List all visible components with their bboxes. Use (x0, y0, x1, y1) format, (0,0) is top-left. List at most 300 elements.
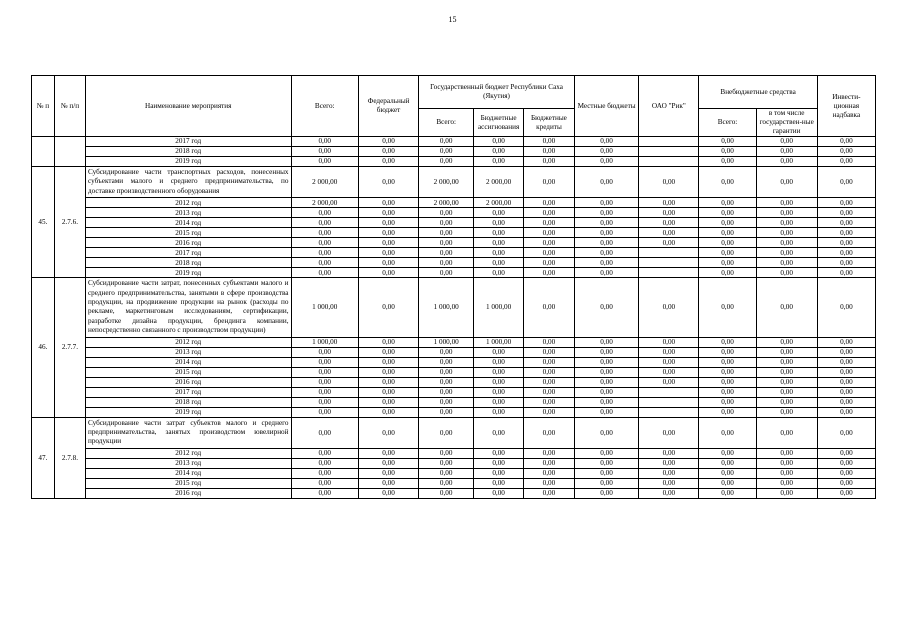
year-row (32, 448, 876, 458)
value-cell-local: 0,00 (574, 238, 638, 248)
value-cell-extra-guar: 0,00 (756, 167, 817, 198)
value-cell-local: 0,00 (574, 387, 638, 397)
value-cell-invest: 0,00 (817, 347, 875, 357)
value-cell-federal: 0,00 (358, 228, 418, 238)
value-cell-extra-total: 0,00 (699, 377, 756, 387)
value-cell-rep-credit: 0,00 (524, 407, 575, 417)
col-header-extrabudget-group: Внебюджетные средства (699, 76, 817, 109)
year-row (32, 208, 876, 218)
value-cell-extra-total: 0,00 (699, 248, 756, 258)
value-cell-oao: 0,00 (639, 458, 699, 468)
value-cell-total: 0,00 (291, 367, 358, 377)
sub-num-cell (54, 137, 85, 167)
value-cell-federal: 0,00 (358, 248, 418, 258)
value-cell-oao: 0,00 (639, 278, 699, 337)
value-cell-federal: 0,00 (358, 337, 418, 347)
value-cell-extra-guar: 0,00 (756, 248, 817, 258)
value-cell-extra-guar: 0,00 (756, 198, 817, 208)
value-cell-rep-total: 0,00 (419, 448, 474, 458)
year-row (32, 488, 876, 498)
year-label: 2018 год (85, 258, 291, 268)
value-cell-federal: 0,00 (358, 268, 418, 278)
table-body (32, 137, 876, 499)
value-cell-oao: 0,00 (639, 377, 699, 387)
value-cell-local: 0,00 (574, 397, 638, 407)
value-cell-local: 0,00 (574, 367, 638, 377)
year-label: 2018 год (85, 147, 291, 157)
value-cell-federal: 0,00 (358, 198, 418, 208)
value-cell-oao (639, 137, 699, 147)
col-header-republic-group: Государственный бюджет Республики Саха (Якутия) (419, 76, 575, 109)
value-cell-federal: 0,00 (358, 488, 418, 498)
value-cell-total: 0,00 (291, 357, 358, 367)
value-cell-extra-total: 0,00 (699, 208, 756, 218)
value-cell-rep-credit: 0,00 (524, 458, 575, 468)
value-cell-extra-guar: 0,00 (756, 478, 817, 488)
value-cell-rep-alloc: 0,00 (474, 367, 524, 377)
value-cell-extra-guar: 0,00 (756, 228, 817, 238)
value-cell-oao: 0,00 (639, 167, 699, 198)
value-cell-local: 0,00 (574, 147, 638, 157)
value-cell-rep-credit: 0,00 (524, 488, 575, 498)
value-cell-invest: 0,00 (817, 208, 875, 218)
value-cell-extra-guar: 0,00 (756, 357, 817, 367)
value-cell-oao: 0,00 (639, 448, 699, 458)
value-cell-total: 0,00 (291, 228, 358, 238)
item-number: 46. (32, 278, 55, 417)
value-cell-extra-guar: 0,00 (756, 137, 817, 147)
value-cell-rep-credit: 0,00 (524, 228, 575, 238)
value-cell-total: 1 000,00 (291, 278, 358, 337)
value-cell-rep-total: 0,00 (419, 377, 474, 387)
value-cell-local: 0,00 (574, 278, 638, 337)
value-cell-federal: 0,00 (358, 367, 418, 377)
value-cell-rep-alloc: 2 000,00 (474, 198, 524, 208)
year-label: 2015 год (85, 478, 291, 488)
value-cell-oao (639, 387, 699, 397)
value-cell-federal: 0,00 (358, 278, 418, 337)
value-cell-total: 0,00 (291, 157, 358, 167)
value-cell-invest: 0,00 (817, 248, 875, 258)
col-header-rep-credits: Бюджетные кредиты (524, 109, 575, 137)
value-cell-local: 0,00 (574, 157, 638, 167)
col-header-num: № п (32, 76, 55, 137)
item-sub-number: 2.7.6. (54, 167, 85, 278)
value-cell-federal: 0,00 (358, 258, 418, 268)
item-name: Субсидирование части транспортных расходов, понесенных субъектами малого и среднего предпринимательства, по доставке производственного оборудования (85, 167, 291, 198)
value-cell-rep-total: 2 000,00 (419, 198, 474, 208)
value-cell-extra-total: 0,00 (699, 448, 756, 458)
value-cell-rep-alloc: 0,00 (474, 157, 524, 167)
value-cell-oao: 0,00 (639, 198, 699, 208)
value-cell-oao (639, 157, 699, 167)
value-cell-rep-credit: 0,00 (524, 208, 575, 218)
year-row (32, 347, 876, 357)
value-cell-rep-alloc: 0,00 (474, 488, 524, 498)
item-number: 47. (32, 417, 55, 498)
value-cell-federal: 0,00 (358, 407, 418, 417)
value-cell-extra-total: 0,00 (699, 417, 756, 448)
value-cell-oao: 0,00 (639, 417, 699, 448)
value-cell-invest: 0,00 (817, 278, 875, 337)
value-cell-rep-alloc: 1 000,00 (474, 337, 524, 347)
year-label: 2019 год (85, 157, 291, 167)
value-cell-rep-total: 1 000,00 (419, 337, 474, 347)
value-cell-extra-total: 0,00 (699, 137, 756, 147)
value-cell-total: 0,00 (291, 147, 358, 157)
value-cell-total: 0,00 (291, 488, 358, 498)
col-header-invest: Инвести-ционная надбавка (817, 76, 875, 137)
value-cell-rep-total: 1 000,00 (419, 278, 474, 337)
year-row (32, 248, 876, 258)
value-cell-federal: 0,00 (358, 458, 418, 468)
value-cell-oao: 0,00 (639, 357, 699, 367)
value-cell-oao: 0,00 (639, 367, 699, 377)
value-cell-total: 0,00 (291, 258, 358, 268)
value-cell-federal: 0,00 (358, 147, 418, 157)
value-cell-total: 0,00 (291, 468, 358, 478)
value-cell-oao (639, 397, 699, 407)
value-cell-rep-total: 0,00 (419, 458, 474, 468)
item-sub-number: 2.7.8. (54, 417, 85, 498)
value-cell-invest: 0,00 (817, 147, 875, 157)
value-cell-extra-guar: 0,00 (756, 218, 817, 228)
value-cell-local: 0,00 (574, 268, 638, 278)
value-cell-invest: 0,00 (817, 407, 875, 417)
value-cell-rep-alloc: 0,00 (474, 228, 524, 238)
value-cell-rep-credit: 0,00 (524, 377, 575, 387)
value-cell-local: 0,00 (574, 448, 638, 458)
value-cell-extra-total: 0,00 (699, 337, 756, 347)
value-cell-rep-total: 0,00 (419, 357, 474, 367)
value-cell-rep-credit: 0,00 (524, 367, 575, 377)
value-cell-total: 0,00 (291, 347, 358, 357)
value-cell-local: 0,00 (574, 417, 638, 448)
year-row (32, 157, 876, 167)
value-cell-rep-alloc: 0,00 (474, 137, 524, 147)
value-cell-federal: 0,00 (358, 218, 418, 228)
value-cell-invest: 0,00 (817, 258, 875, 268)
item-name: Субсидирование части затрат субъектов малого и среднего предпринимательства, занятых производством ювелирной продукции (85, 417, 291, 448)
value-cell-local: 0,00 (574, 377, 638, 387)
value-cell-rep-credit: 0,00 (524, 278, 575, 337)
year-label: 2012 год (85, 448, 291, 458)
value-cell-rep-credit: 0,00 (524, 258, 575, 268)
col-header-name: Наименование мероприятия (85, 76, 291, 137)
value-cell-local: 0,00 (574, 488, 638, 498)
value-cell-rep-total: 0,00 (419, 258, 474, 268)
year-label: 2015 год (85, 228, 291, 238)
value-cell-federal: 0,00 (358, 448, 418, 458)
value-cell-rep-alloc: 0,00 (474, 248, 524, 258)
value-cell-federal: 0,00 (358, 357, 418, 367)
value-cell-oao: 0,00 (639, 337, 699, 347)
value-cell-oao (639, 268, 699, 278)
value-cell-extra-guar: 0,00 (756, 147, 817, 157)
year-row (32, 377, 876, 387)
value-cell-total: 0,00 (291, 238, 358, 248)
value-cell-extra-total: 0,00 (699, 228, 756, 238)
value-cell-total: 0,00 (291, 387, 358, 397)
col-header-extra-guarantees: в том числе государствен-ные гарантии (756, 109, 817, 137)
value-cell-invest: 0,00 (817, 448, 875, 458)
value-cell-oao: 0,00 (639, 347, 699, 357)
value-cell-oao (639, 248, 699, 258)
value-cell-oao: 0,00 (639, 218, 699, 228)
value-cell-extra-guar: 0,00 (756, 367, 817, 377)
value-cell-extra-guar: 0,00 (756, 448, 817, 458)
value-cell-total: 0,00 (291, 208, 358, 218)
value-cell-rep-alloc: 0,00 (474, 347, 524, 357)
value-cell-local: 0,00 (574, 208, 638, 218)
value-cell-local: 0,00 (574, 167, 638, 198)
year-row (32, 367, 876, 377)
value-cell-rep-credit: 0,00 (524, 238, 575, 248)
value-cell-extra-guar: 0,00 (756, 258, 817, 268)
year-row (32, 357, 876, 367)
col-header-total: Всего: (291, 76, 358, 137)
item-sub-number: 2.7.7. (54, 278, 85, 417)
value-cell-invest: 0,00 (817, 468, 875, 478)
value-cell-invest: 0,00 (817, 417, 875, 448)
value-cell-extra-guar: 0,00 (756, 337, 817, 347)
value-cell-federal: 0,00 (358, 347, 418, 357)
value-cell-invest: 0,00 (817, 397, 875, 407)
value-cell-rep-credit: 0,00 (524, 478, 575, 488)
value-cell-federal: 0,00 (358, 238, 418, 248)
value-cell-local: 0,00 (574, 468, 638, 478)
value-cell-total: 0,00 (291, 478, 358, 488)
value-cell-oao: 0,00 (639, 238, 699, 248)
value-cell-extra-guar: 0,00 (756, 278, 817, 337)
year-label: 2012 год (85, 337, 291, 347)
value-cell-extra-guar: 0,00 (756, 387, 817, 397)
value-cell-invest: 0,00 (817, 387, 875, 397)
value-cell-federal: 0,00 (358, 397, 418, 407)
value-cell-extra-total: 0,00 (699, 268, 756, 278)
value-cell-rep-credit: 0,00 (524, 468, 575, 478)
value-cell-federal: 0,00 (358, 208, 418, 218)
item-name: Субсидирование части затрат, понесенных субъектами малого и среднего предпринимательства, занятыми в сфере производства продукции, на продвижение продукции на рынок (расходы по рекламе, маркетинговым исследованиям, сертификации, разработке дизайна продукции, брендинга компании, непосредственно связанного с производством продукции) (85, 278, 291, 337)
value-cell-total: 0,00 (291, 137, 358, 147)
value-cell-local: 0,00 (574, 347, 638, 357)
value-cell-rep-credit: 0,00 (524, 137, 575, 147)
value-cell-oao: 0,00 (639, 208, 699, 218)
value-cell-rep-credit: 0,00 (524, 397, 575, 407)
value-cell-rep-alloc: 0,00 (474, 387, 524, 397)
value-cell-oao: 0,00 (639, 468, 699, 478)
value-cell-rep-total: 0,00 (419, 248, 474, 258)
value-cell-rep-total: 0,00 (419, 468, 474, 478)
year-label: 2019 год (85, 268, 291, 278)
value-cell-rep-alloc: 0,00 (474, 238, 524, 248)
value-cell-rep-credit: 0,00 (524, 248, 575, 258)
value-cell-rep-total: 0,00 (419, 238, 474, 248)
value-cell-extra-guar: 0,00 (756, 488, 817, 498)
value-cell-local: 0,00 (574, 337, 638, 347)
value-cell-local: 0,00 (574, 357, 638, 367)
year-label: 2016 год (85, 238, 291, 248)
year-row (32, 198, 876, 208)
value-cell-rep-total: 0,00 (419, 367, 474, 377)
value-cell-federal: 0,00 (358, 417, 418, 448)
value-cell-total: 0,00 (291, 458, 358, 468)
value-cell-total: 0,00 (291, 407, 358, 417)
value-cell-federal: 0,00 (358, 387, 418, 397)
value-cell-rep-credit: 0,00 (524, 147, 575, 157)
value-cell-rep-total: 0,00 (419, 347, 474, 357)
budget-table (31, 75, 876, 499)
value-cell-rep-credit: 0,00 (524, 218, 575, 228)
value-cell-rep-credit: 0,00 (524, 357, 575, 367)
value-cell-invest: 0,00 (817, 357, 875, 367)
value-cell-rep-total: 0,00 (419, 137, 474, 147)
year-row (32, 228, 876, 238)
year-row (32, 407, 876, 417)
col-header-local: Местные бюджеты (574, 76, 638, 137)
value-cell-rep-alloc: 1 000,00 (474, 278, 524, 337)
year-label: 2016 год (85, 488, 291, 498)
value-cell-extra-guar: 0,00 (756, 238, 817, 248)
value-cell-extra-total: 0,00 (699, 387, 756, 397)
value-cell-local: 0,00 (574, 198, 638, 208)
value-cell-invest: 0,00 (817, 228, 875, 238)
value-cell-rep-alloc: 0,00 (474, 407, 524, 417)
value-cell-extra-guar: 0,00 (756, 397, 817, 407)
value-cell-rep-credit: 0,00 (524, 157, 575, 167)
value-cell-total: 0,00 (291, 218, 358, 228)
item-number: 45. (32, 167, 55, 278)
value-cell-extra-guar: 0,00 (756, 377, 817, 387)
value-cell-invest: 0,00 (817, 478, 875, 488)
value-cell-federal: 0,00 (358, 137, 418, 147)
value-cell-invest: 0,00 (817, 198, 875, 208)
value-cell-invest: 0,00 (817, 238, 875, 248)
value-cell-rep-alloc: 0,00 (474, 417, 524, 448)
value-cell-extra-total: 0,00 (699, 147, 756, 157)
value-cell-rep-total: 0,00 (419, 488, 474, 498)
value-cell-extra-total: 0,00 (699, 468, 756, 478)
value-cell-rep-credit: 0,00 (524, 167, 575, 198)
value-cell-rep-alloc: 2 000,00 (474, 167, 524, 198)
col-header-extra-total: Всего: (699, 109, 756, 137)
value-cell-extra-guar: 0,00 (756, 468, 817, 478)
value-cell-total: 2 000,00 (291, 167, 358, 198)
num-cell (32, 137, 55, 167)
item-row (32, 167, 876, 198)
value-cell-federal: 0,00 (358, 157, 418, 167)
value-cell-extra-guar: 0,00 (756, 458, 817, 468)
value-cell-rep-total: 0,00 (419, 228, 474, 238)
value-cell-rep-alloc: 0,00 (474, 208, 524, 218)
col-header-sub-num: № п/п (54, 76, 85, 137)
value-cell-oao: 0,00 (639, 488, 699, 498)
value-cell-extra-total: 0,00 (699, 397, 756, 407)
value-cell-local: 0,00 (574, 218, 638, 228)
value-cell-invest: 0,00 (817, 157, 875, 167)
value-cell-rep-credit: 0,00 (524, 198, 575, 208)
value-cell-rep-total: 0,00 (419, 218, 474, 228)
item-row (32, 417, 876, 448)
value-cell-rep-credit: 0,00 (524, 417, 575, 448)
value-cell-extra-guar: 0,00 (756, 347, 817, 357)
value-cell-rep-alloc: 0,00 (474, 478, 524, 488)
value-cell-extra-guar: 0,00 (756, 157, 817, 167)
year-row (32, 478, 876, 488)
year-row (32, 147, 876, 157)
value-cell-rep-alloc: 0,00 (474, 218, 524, 228)
value-cell-total: 0,00 (291, 268, 358, 278)
value-cell-extra-total: 0,00 (699, 458, 756, 468)
value-cell-extra-total: 0,00 (699, 157, 756, 167)
col-header-rep-total: Всего: (419, 109, 474, 137)
value-cell-invest: 0,00 (817, 488, 875, 498)
value-cell-extra-guar: 0,00 (756, 208, 817, 218)
value-cell-extra-guar: 0,00 (756, 407, 817, 417)
value-cell-federal: 0,00 (358, 468, 418, 478)
col-header-federal: Федеральный бюджет (358, 76, 418, 137)
value-cell-rep-credit: 0,00 (524, 448, 575, 458)
year-label: 2017 год (85, 387, 291, 397)
year-row (32, 387, 876, 397)
value-cell-federal: 0,00 (358, 377, 418, 387)
value-cell-total: 0,00 (291, 377, 358, 387)
year-label: 2014 год (85, 357, 291, 367)
value-cell-local: 0,00 (574, 137, 638, 147)
value-cell-extra-total: 0,00 (699, 357, 756, 367)
year-row (32, 337, 876, 347)
year-row (32, 238, 876, 248)
value-cell-extra-guar: 0,00 (756, 417, 817, 448)
value-cell-extra-total: 0,00 (699, 367, 756, 377)
year-label: 2012 год (85, 198, 291, 208)
value-cell-rep-credit: 0,00 (524, 268, 575, 278)
value-cell-local: 0,00 (574, 248, 638, 258)
year-label: 2013 год (85, 458, 291, 468)
value-cell-rep-total: 0,00 (419, 417, 474, 448)
value-cell-rep-credit: 0,00 (524, 337, 575, 347)
value-cell-extra-guar: 0,00 (756, 268, 817, 278)
value-cell-local: 0,00 (574, 478, 638, 488)
value-cell-extra-total: 0,00 (699, 258, 756, 268)
value-cell-extra-total: 0,00 (699, 218, 756, 228)
value-cell-invest: 0,00 (817, 268, 875, 278)
value-cell-rep-alloc: 0,00 (474, 268, 524, 278)
value-cell-oao: 0,00 (639, 228, 699, 238)
value-cell-extra-total: 0,00 (699, 478, 756, 488)
year-label: 2018 год (85, 397, 291, 407)
year-row (32, 458, 876, 468)
year-label: 2015 год (85, 367, 291, 377)
year-row (32, 397, 876, 407)
value-cell-rep-credit: 0,00 (524, 387, 575, 397)
year-label: 2016 год (85, 377, 291, 387)
value-cell-total: 1 000,00 (291, 337, 358, 347)
year-row (32, 137, 876, 147)
col-header-rep-allocations: Бюджетные ассигнования (474, 109, 524, 137)
year-label: 2013 год (85, 208, 291, 218)
value-cell-rep-alloc: 0,00 (474, 377, 524, 387)
value-cell-total: 0,00 (291, 417, 358, 448)
value-cell-total: 2 000,00 (291, 198, 358, 208)
value-cell-invest: 0,00 (817, 218, 875, 228)
year-label: 2013 год (85, 347, 291, 357)
value-cell-rep-total: 0,00 (419, 407, 474, 417)
page-number: 15 (448, 15, 457, 24)
value-cell-rep-total: 0,00 (419, 147, 474, 157)
value-cell-extra-total: 0,00 (699, 488, 756, 498)
value-cell-rep-total: 0,00 (419, 268, 474, 278)
